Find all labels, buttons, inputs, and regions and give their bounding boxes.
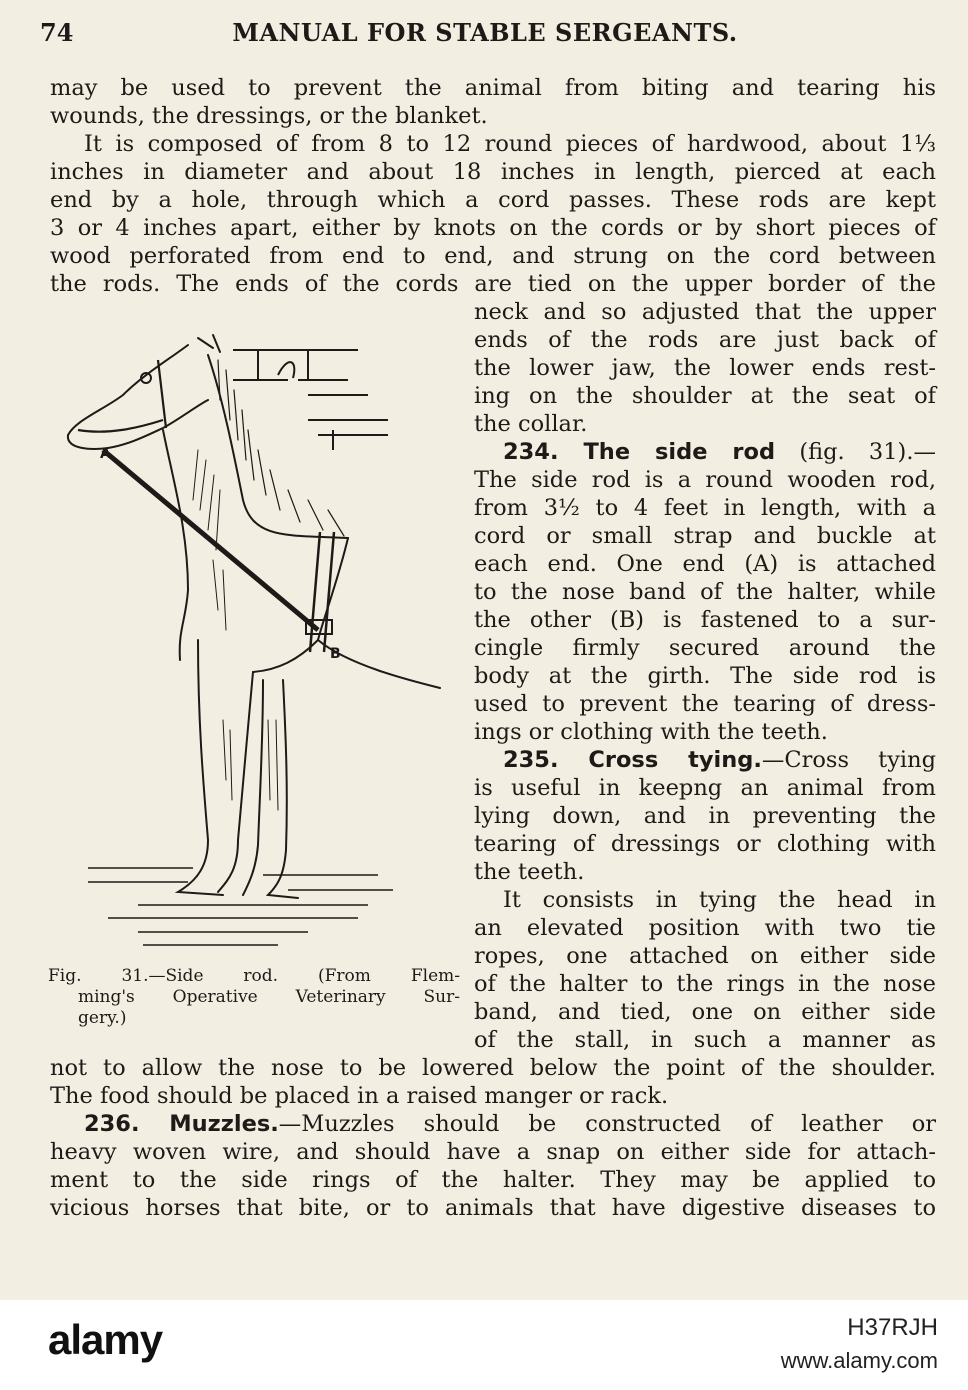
text-line: lying down, and in preventing the — [474, 803, 936, 829]
side-rod — [103, 450, 318, 630]
text-line: neck and so adjusted that the upper — [474, 299, 936, 325]
watermark-url: www.alamy.com — [780, 1348, 938, 1373]
alamy-logo: alamy — [48, 1316, 163, 1363]
text-line: body at the girth. The side rod is — [474, 663, 936, 689]
text-line: the teeth. — [474, 859, 585, 885]
text-line: the lower jaw, the lower ends rest- — [474, 355, 936, 381]
section-heading: 236. Muzzles. — [84, 1111, 279, 1137]
text-line: cord or small strap and buckle at — [474, 523, 936, 549]
text-line: not to allow the nose to be lowered below the point of the shoulder. — [50, 1055, 936, 1081]
caption-line: Fig. 31.—Side rod. (From Flem- — [48, 966, 460, 986]
caption-line: gery.) — [78, 1008, 127, 1028]
section-heading: 234. The side rod — [503, 439, 776, 465]
ground-lines — [88, 868, 393, 945]
stall-fixture — [233, 350, 388, 450]
text-line: of the stall, in such a manner as — [474, 1027, 936, 1053]
label-b: B — [330, 646, 341, 662]
side-rod-illustration — [48, 300, 458, 960]
text-line: The side rod is a round wooden rod, — [474, 467, 936, 493]
text-line: 3 or 4 inches apart, either by knots on the cords or by short pieces of — [50, 215, 936, 241]
text-line: band, and tied, one on either side — [474, 999, 936, 1025]
text-line: used to prevent the tearing of dress- — [474, 691, 936, 717]
page-number: 74 — [40, 18, 74, 47]
page-header — [40, 18, 930, 52]
text-fragment: —Muzzles should be constructed of leather or — [278, 1111, 936, 1137]
text-line: the other (B) is fastened to a sur- — [474, 607, 936, 633]
horse-engraving — [48, 300, 458, 960]
section-heading: 235. Cross tying. — [503, 747, 762, 773]
text-line: each end. One end (A) is attached — [474, 551, 936, 577]
text-line: end by a hole, through which a cord passes. These rods are kept — [50, 187, 936, 213]
text-line: an elevated position with two tie — [474, 915, 936, 941]
text-line: heavy woven wire, and should have a snap on either side for attach- — [50, 1139, 936, 1165]
text-line: inches in diameter and about 18 inches in length, pierced at each — [50, 159, 936, 185]
text-line: tearing of dressings or clothing with — [474, 831, 936, 857]
label-a: A — [100, 446, 111, 462]
text-line: The food should be placed in a raised manger or rack. — [50, 1083, 669, 1109]
image-id: H37RJH — [847, 1314, 938, 1341]
text-line: wood perforated from end to end, and strung on the cord between — [50, 243, 936, 269]
text-line: may be used to prevent the animal from biting and tearing his — [50, 75, 936, 101]
text-fragment: (fig. 31).— — [775, 439, 936, 465]
text-line: of the halter to the rings in the nose — [474, 971, 936, 997]
text-line: ing on the shoulder at the seat of — [474, 383, 936, 409]
text-line: It is composed of from 8 to 12 round pieces of hardwood, about 1⅓ — [84, 131, 936, 157]
section-236-heading-line — [84, 1110, 936, 1138]
text-line: vicious horses that bite, or to animals that have digestive diseases to — [50, 1195, 936, 1221]
text-fragment: —Cross tying — [761, 747, 936, 773]
text-line: is useful in keepng an animal from — [474, 775, 936, 801]
text-line: wounds, the dressings, or the blanket. — [50, 103, 488, 129]
section-235-heading-line — [503, 746, 936, 774]
text-line: ment to the side rings of the halter. They may be applied to — [50, 1167, 936, 1193]
text-line: cingle firmly secured around the — [474, 635, 936, 661]
text-line: to the nose band of the halter, while — [474, 579, 936, 605]
caption-line: ming's Operative Veterinary Sur- — [78, 987, 460, 1007]
text-line: the collar. — [474, 411, 588, 437]
text-line: ropes, one attached on either side — [474, 943, 936, 969]
running-head: MANUAL FOR STABLE SERGEANTS. — [232, 18, 738, 47]
text-line: the rods. The ends of the cords are tied on the upper border of the — [50, 271, 936, 297]
text-line: from 3½ to 4 feet in length, with a — [474, 495, 936, 521]
text-line: It consists in tying the head in — [503, 887, 936, 913]
text-line: ings or clothing with the teeth. — [474, 719, 828, 745]
figure-caption — [48, 966, 460, 1029]
section-234-heading-line — [503, 438, 936, 466]
stock-watermark-bar — [0, 1300, 968, 1390]
text-line: ends of the rods are just back of — [474, 327, 936, 353]
